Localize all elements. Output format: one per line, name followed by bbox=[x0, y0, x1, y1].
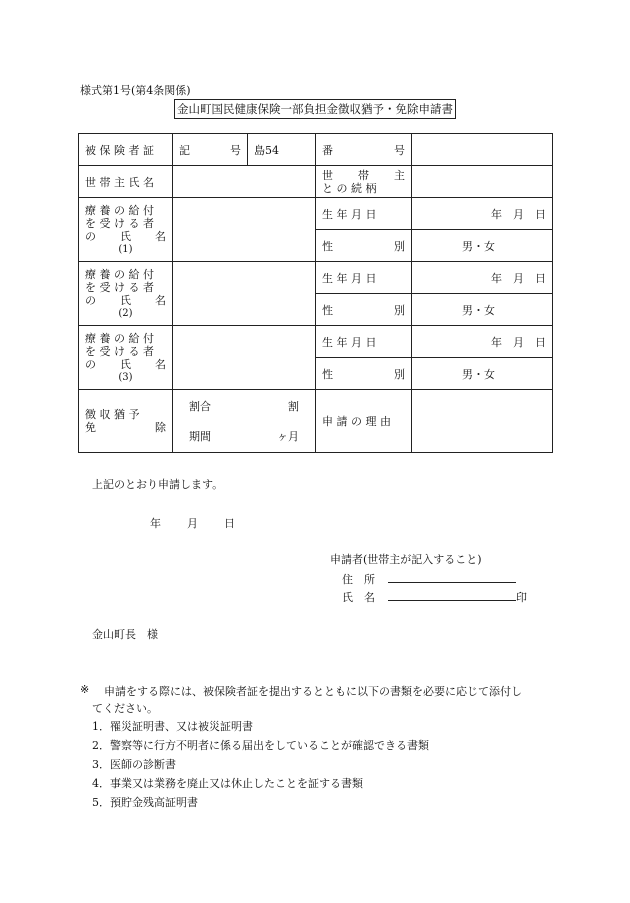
symbol-label-cell bbox=[173, 134, 248, 166]
recipient-index: (3) bbox=[118, 371, 133, 383]
exemption-line2-a: 免 bbox=[85, 421, 96, 434]
number-sub-label: 号 bbox=[230, 143, 241, 157]
application-table bbox=[78, 133, 553, 453]
relation-line2: と の 続 柄 bbox=[322, 181, 377, 195]
recipient-line3-c: 名 bbox=[155, 357, 166, 371]
recipient-line3-c: 名 bbox=[155, 293, 166, 307]
list-item: 4．事業又は業務を廃止又は休止したことを証する書類 bbox=[92, 777, 363, 790]
sex-label bbox=[316, 358, 412, 390]
recipient-line1: 療 養 の 給 付 bbox=[85, 331, 154, 345]
list-item: 1．罹災証明書、又は被災証明書 bbox=[92, 720, 253, 733]
recipient-line3-c: 名 bbox=[155, 229, 166, 243]
statement: 上記のとおり申請します。 bbox=[92, 478, 224, 491]
sex-label-a: 性 bbox=[322, 239, 333, 253]
recipient-line1: 療 養 の 給 付 bbox=[85, 267, 154, 281]
date-month: 月 bbox=[187, 517, 198, 530]
symbol-value[interactable]: 島54 bbox=[248, 134, 316, 166]
sex-label-a: 性 bbox=[322, 367, 333, 381]
form-title: 金山町国民健康保険一部負担金徴収猶予・免除申請書 bbox=[174, 99, 456, 119]
number-field[interactable] bbox=[412, 134, 553, 166]
recipient-line2: を 受 け る 者 bbox=[85, 280, 154, 294]
exemption-line1: 徴 収 猶 予 bbox=[85, 408, 140, 421]
table-row bbox=[79, 166, 553, 198]
sex-value[interactable]: 男・女 bbox=[412, 294, 553, 326]
relation-field[interactable] bbox=[412, 166, 553, 198]
birth-date-value[interactable]: 年 月 日 bbox=[412, 198, 553, 230]
list-item: 3．医師の診断書 bbox=[92, 758, 176, 771]
relation-label bbox=[316, 166, 412, 198]
symbol-label: 記 bbox=[179, 143, 190, 157]
date-year: 年 bbox=[150, 517, 161, 530]
application-date[interactable] bbox=[150, 515, 235, 531]
sex-value[interactable]: 男・女 bbox=[412, 230, 553, 262]
birth-date-value[interactable]: 年 月 日 bbox=[412, 262, 553, 294]
note-mark: ※ bbox=[80, 683, 90, 696]
addressee: 金山町長 様 bbox=[92, 628, 158, 641]
number-label-suffix: 号 bbox=[394, 143, 405, 157]
reason-field[interactable] bbox=[412, 390, 553, 453]
period-label: 期間 bbox=[189, 430, 211, 443]
table-row bbox=[79, 326, 553, 358]
recipient-name-field[interactable] bbox=[173, 198, 316, 262]
table-row bbox=[79, 134, 553, 166]
recipient-line3-b: 氏 bbox=[120, 293, 131, 307]
recipient-line1: 療 養 の 給 付 bbox=[85, 203, 154, 217]
sex-value[interactable]: 男・女 bbox=[412, 358, 553, 390]
list-item: 2．警察等に行方不明者に係る届出をしていることが確認できる書類 bbox=[92, 739, 429, 752]
recipient-index: (2) bbox=[118, 307, 133, 319]
form-number: 様式第1号(第4条関係) bbox=[80, 84, 191, 97]
recipient-line3-b: 氏 bbox=[120, 229, 131, 243]
table-row bbox=[79, 198, 553, 230]
sex-label bbox=[316, 294, 412, 326]
seal-mark: 印 bbox=[516, 591, 527, 604]
sex-label bbox=[316, 230, 412, 262]
address-label: 住 所 bbox=[342, 573, 375, 586]
birth-date-label: 生 年 月 日 bbox=[316, 198, 412, 230]
reason-label: 申 請 の 理 由 bbox=[316, 390, 412, 453]
note-line1: 申請をする際には、被保険者証を提出するとともに以下の書類を必要に応じて添付し bbox=[104, 685, 522, 698]
birth-date-label: 生 年 月 日 bbox=[316, 326, 412, 358]
recipient-index: (1) bbox=[118, 243, 133, 255]
period-unit: ヶ月 bbox=[277, 430, 299, 443]
ratio-unit: 割 bbox=[288, 400, 299, 413]
recipient-line2: を 受 け る 者 bbox=[85, 216, 154, 230]
name-line[interactable] bbox=[388, 600, 516, 601]
table-row bbox=[79, 390, 553, 453]
recipient-line3-a: の bbox=[85, 229, 96, 243]
householder-name-field[interactable] bbox=[173, 166, 316, 198]
recipient-label-1 bbox=[79, 198, 173, 262]
relation-line1-a: 世 bbox=[322, 168, 333, 182]
number-label-cell bbox=[316, 134, 412, 166]
sex-label-b: 別 bbox=[394, 303, 405, 317]
insured-card-label: 被 保 険 者 証 bbox=[79, 134, 173, 166]
exemption-label bbox=[79, 390, 173, 453]
note-line2: てください。 bbox=[92, 702, 158, 715]
recipient-line2: を 受 け る 者 bbox=[85, 344, 154, 358]
relation-line1-c: 主 bbox=[394, 168, 405, 182]
birth-date-label: 生 年 月 日 bbox=[316, 262, 412, 294]
birth-date-value[interactable]: 年 月 日 bbox=[412, 326, 553, 358]
number-label: 番 bbox=[322, 143, 333, 157]
recipient-name-field[interactable] bbox=[173, 326, 316, 390]
sex-label-a: 性 bbox=[322, 303, 333, 317]
recipient-label-3 bbox=[79, 326, 173, 390]
recipient-line3-a: の bbox=[85, 357, 96, 371]
recipient-name-field[interactable] bbox=[173, 262, 316, 326]
address-line[interactable] bbox=[388, 582, 516, 583]
sex-label-b: 別 bbox=[394, 239, 405, 253]
ratio-label: 割合 bbox=[189, 400, 211, 413]
table-row bbox=[79, 262, 553, 294]
ratio-period-cell[interactable] bbox=[173, 390, 316, 453]
exemption-line2-b: 除 bbox=[155, 421, 166, 434]
name-label: 氏 名 bbox=[342, 591, 375, 604]
date-day: 日 bbox=[224, 517, 235, 530]
sex-label-b: 別 bbox=[394, 367, 405, 381]
recipient-line3-b: 氏 bbox=[120, 357, 131, 371]
relation-line1-b: 帯 bbox=[358, 168, 369, 182]
recipient-line3-a: の bbox=[85, 293, 96, 307]
householder-name-label: 世 帯 主 氏 名 bbox=[79, 166, 173, 198]
applicant-label: 申請者(世帯主が記入すること) bbox=[330, 553, 482, 566]
recipient-label-2 bbox=[79, 262, 173, 326]
list-item: 5．預貯金残高証明書 bbox=[92, 796, 198, 809]
